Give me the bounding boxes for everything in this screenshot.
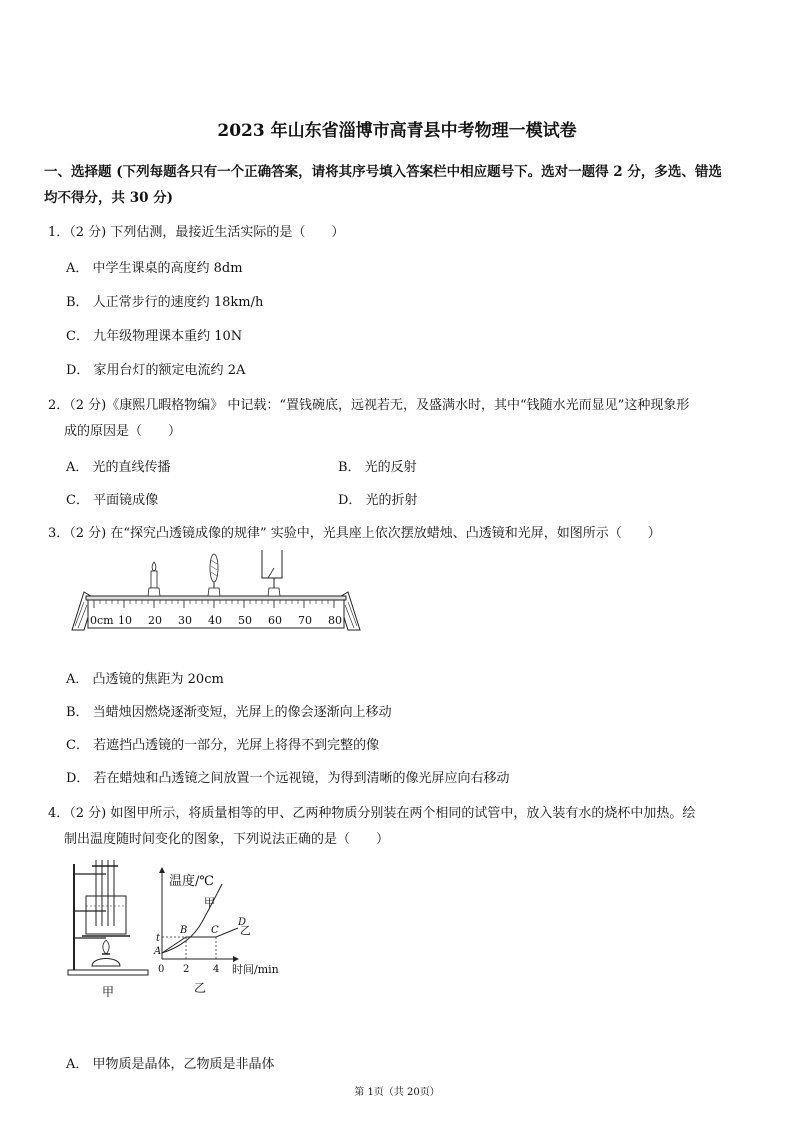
point-label-b: B xyxy=(180,925,188,936)
question-2-option-c: C． 平面镜成像 xyxy=(66,493,159,508)
x-tick-2: 2 xyxy=(183,964,190,975)
ruler-label-40: 40 xyxy=(208,614,222,627)
ruler-label-0: 0cm xyxy=(90,614,114,627)
point-label-d: D xyxy=(238,917,247,928)
light-screen xyxy=(262,550,282,596)
heating-figure-caption-jia: 甲 xyxy=(102,985,115,999)
question-1-option-c: C． 九年级物理课本重约 10N xyxy=(66,329,243,344)
temperature-time-graph xyxy=(150,862,290,1002)
page-footer: 第 1页（共 20页） xyxy=(354,1087,440,1098)
question-1-option-d: D． 家用台灯的额定电流约 2A xyxy=(66,363,246,378)
question-1-option-b: B． 人正常步行的速度约 18km/h xyxy=(66,295,264,310)
ruler-label-80: 80 xyxy=(328,614,342,627)
x-axis-label: 时间/min xyxy=(232,963,279,976)
ruler-label-30: 30 xyxy=(178,614,192,627)
question-2-stem-line2: 成的原因是（ ） xyxy=(64,424,182,439)
question-4-stem-line1: 4．（2 分) 如图甲所示，将质量相等的甲、乙两种物质分别装在两个相同的试管中，放入装有水的烧杯中加热。绘 xyxy=(48,806,696,821)
question-3-option-d: D． 若在蜡烛和凸透镜之间放置一个远视镜，为得到清晰的像光屏应向右移动 xyxy=(66,771,510,786)
question-3-option-b: B． 当蜡烛因燃烧逐渐变短，光屏上的像会逐渐向上移动 xyxy=(66,705,392,720)
curve-label-jia: 甲 xyxy=(204,896,215,909)
curve-jia xyxy=(162,884,222,953)
origin-label: 0 xyxy=(158,964,165,975)
bench-rail xyxy=(86,596,346,600)
candle xyxy=(148,562,160,596)
point-label-a: A xyxy=(154,946,162,957)
question-2-option-b: B． 光的反射 xyxy=(338,460,417,475)
curve-yi xyxy=(162,928,238,953)
ruler-label-50: 50 xyxy=(238,614,252,627)
ruler-label-60: 60 xyxy=(268,614,282,627)
question-4-option-a: A． 甲物质是晶体，乙物质是非晶体 xyxy=(66,1057,275,1072)
question-3-option-a: A． 凸透镜的焦距为 20cm xyxy=(66,672,224,687)
ruler-label-70: 70 xyxy=(298,614,312,627)
question-4-stem-line2: 制出温度随时间变化的图象，下列说法正确的是（ ） xyxy=(64,832,390,847)
t-label: t xyxy=(156,933,161,944)
x-tick-4: 4 xyxy=(213,964,220,975)
section-heading-line2: 均不得分，共 30 分) xyxy=(44,190,174,206)
curve-label-yi: 乙 xyxy=(240,924,251,937)
point-label-c: C xyxy=(211,925,219,936)
question-1-stem: 1．（2 分) 下列估测，最接近生活实际的是（ ） xyxy=(48,225,345,240)
section-heading-line1: 一、选择题 (下列每题各只有一个正确答案，请将其序号填入答案栏中相应题号下。选对一题得 2 分，多选、错选 xyxy=(44,164,722,180)
convex-lens xyxy=(208,554,220,596)
question-1-option-a: A． 中学生课桌的高度约 8dm xyxy=(66,261,243,276)
question-2-option-a: A． 光的直线传播 xyxy=(66,460,171,475)
graph-caption-yi: 乙 xyxy=(194,981,207,995)
question-3-option-c: C． 若遮挡凸透镜的一部分，光屏上将得不到完整的像 xyxy=(66,738,380,753)
page-title: 2023 年山东省淄博市高青县中考物理一模试卷 xyxy=(217,121,577,141)
heating-apparatus-figure xyxy=(66,856,156,1006)
optical-bench-figure xyxy=(62,550,372,634)
y-axis-label: 温度/℃ xyxy=(169,874,214,889)
question-2-stem-line1: 2．（2 分)《康熙几暇格物编》 中记载：“置钱碗底，远视若无，及盛满水时，其中“钱随水光而显见”这种现象形 xyxy=(48,398,690,413)
ruler-label-20: 20 xyxy=(148,614,162,627)
question-3-stem: 3．（2 分) 在“探究凸透镜成像的规律” 实验中，光具座上依次摆放蜡烛、凸透镜和光屏，如图所示（ ） xyxy=(48,526,661,541)
ruler-label-10: 10 xyxy=(118,614,132,627)
question-2-option-d: D． 光的折射 xyxy=(338,493,418,508)
